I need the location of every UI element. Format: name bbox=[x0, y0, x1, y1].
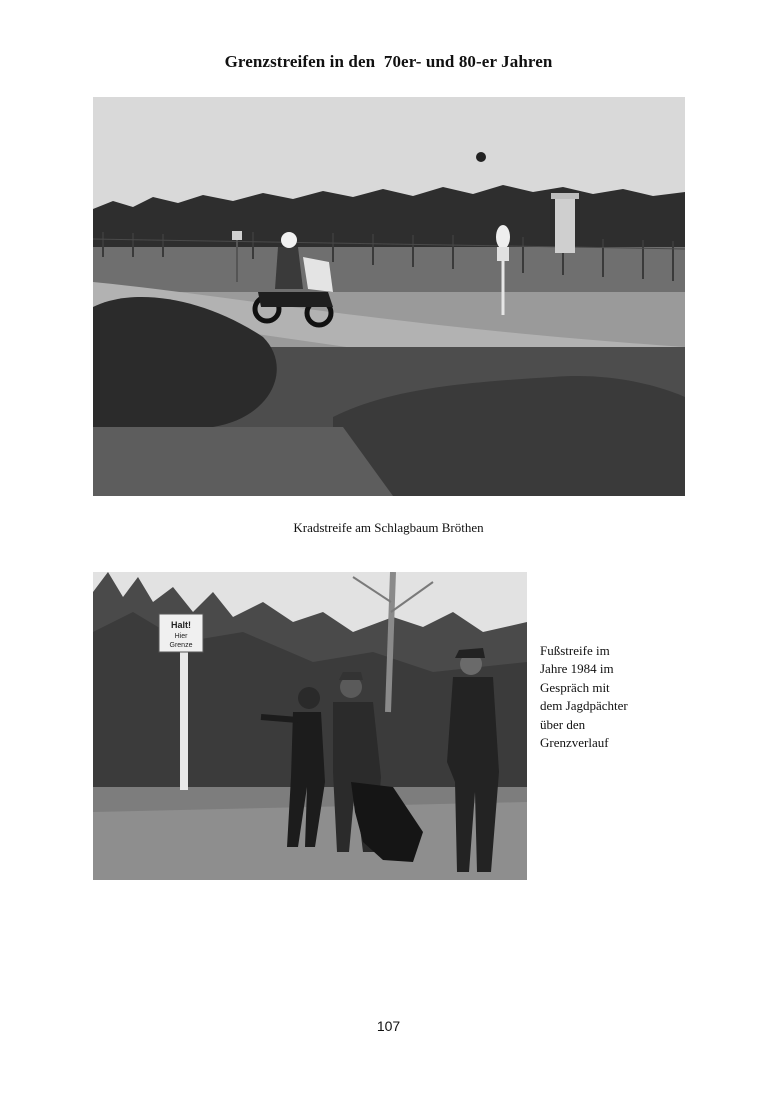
caption-line: Jahre 1984 im bbox=[540, 661, 614, 677]
caption-line: dem Jagdpächter bbox=[540, 698, 628, 714]
foot-patrol-photo bbox=[93, 572, 527, 880]
motorcycle-patrol-photo bbox=[93, 97, 685, 496]
foot-patrol-caption bbox=[540, 642, 650, 752]
caption-line: Gespräch mit bbox=[540, 679, 610, 695]
sign-line-grenze: Grenze bbox=[169, 642, 193, 649]
page-number: 107 bbox=[376, 1018, 401, 1034]
sign-line-hier: Hier bbox=[174, 633, 188, 640]
caption-line: Fußstreife im bbox=[540, 643, 610, 658]
page-title: Grenzstreifen in den 70er- und 80-er Jahren bbox=[224, 52, 553, 71]
caption-line: über den bbox=[540, 716, 586, 732]
sign-line-halt: Halt! bbox=[171, 620, 191, 630]
caption-line: Grenzverlauf bbox=[540, 735, 609, 751]
motorcycle-patrol-caption: Kradstreife am Schlagbaum Bröthen bbox=[293, 520, 484, 535]
